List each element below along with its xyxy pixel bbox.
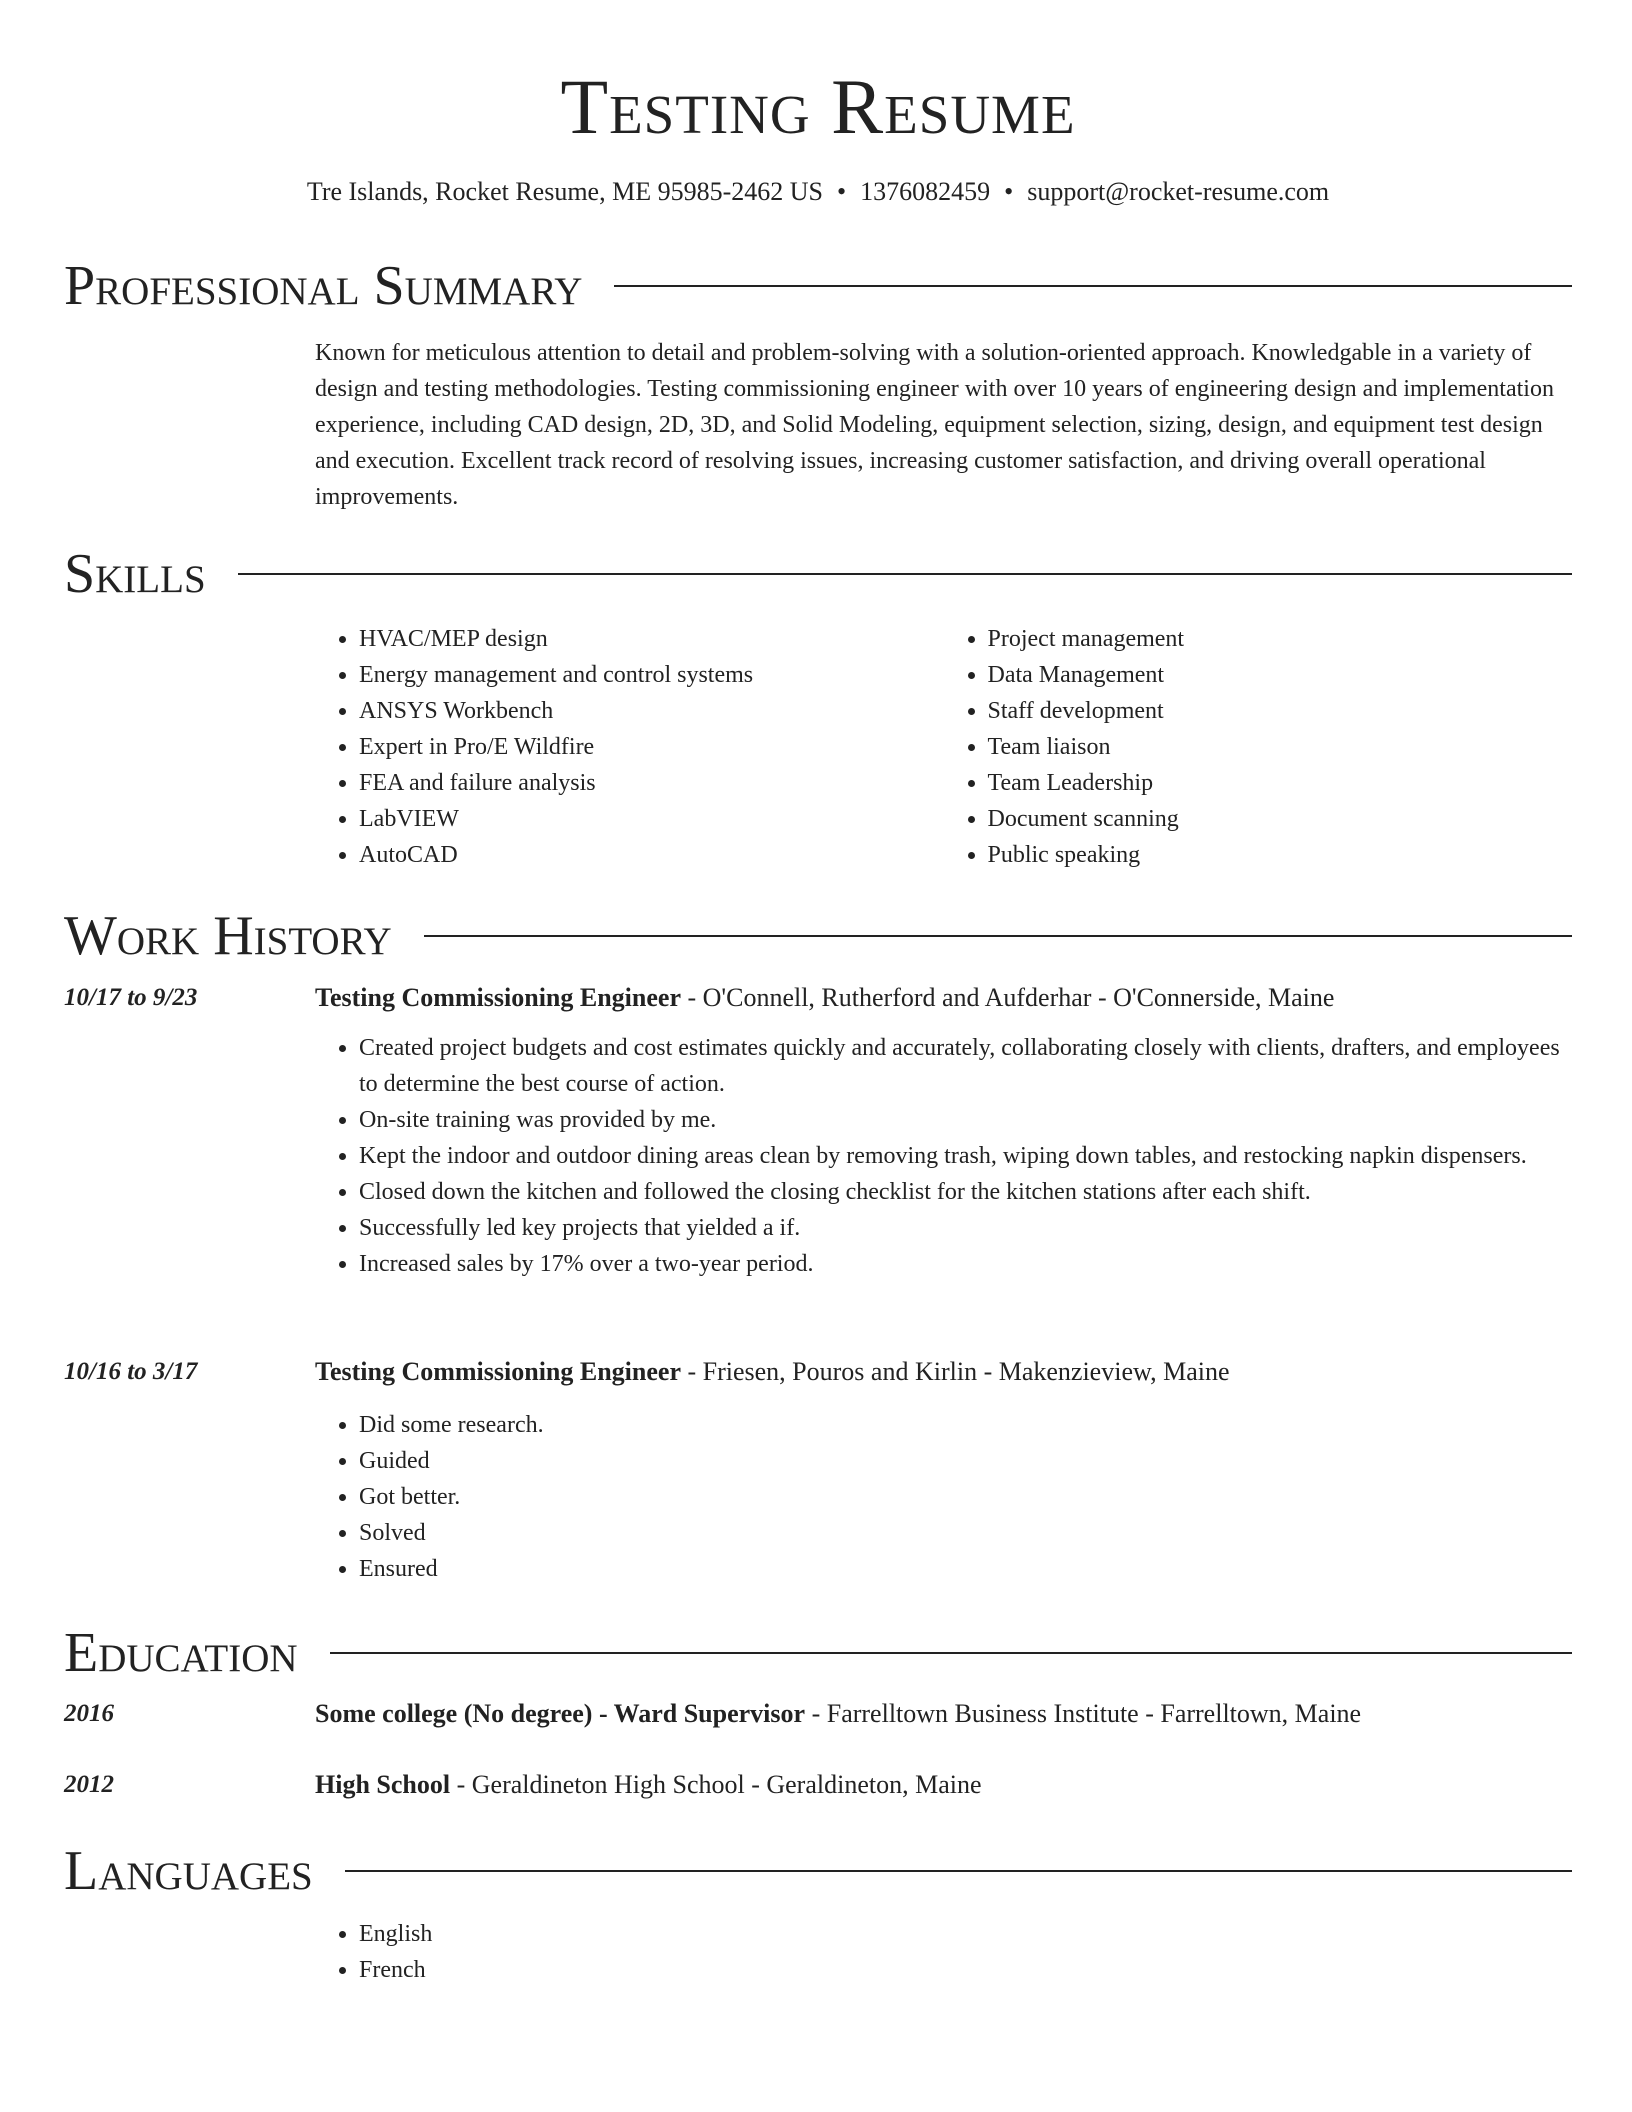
work-title: Testing Commissioning Engineer <box>315 983 681 1012</box>
education-title: Some college (No degree) - Ward Supervisor <box>315 1699 806 1728</box>
contact-line <box>64 176 1572 207</box>
section-divider <box>424 935 1572 937</box>
work-bullet: • On-site training was provided by me. <box>359 1102 1572 1138</box>
work-bullets <box>315 1030 1572 1282</box>
section-divider <box>330 1652 1572 1654</box>
education-entry <box>64 1696 1572 1732</box>
education-heading-row <box>64 1622 1572 1684</box>
work-bullet: • Kept the indoor and outdoor dining areas clean by removing trash, wiping down tables, and restocking napkin dispensers. <box>359 1138 1572 1174</box>
skills-heading-row <box>64 543 1572 605</box>
contact-separator: • <box>837 177 847 206</box>
work-bullet: • Created project budgets and cost estimates quickly and accurately, collaborating closely with clients, drafters, and employees to determine the best course of action. <box>359 1030 1572 1102</box>
resume-name: Testing Resume <box>560 63 1076 150</box>
work-details: - Friesen, Pouros and Kirlin - Makenzieview, Maine <box>680 1357 1230 1386</box>
work-bullet: • Solved <box>359 1515 1572 1551</box>
education-date: 2012 <box>64 1771 114 1798</box>
summary-heading: Professional Summary <box>64 255 583 317</box>
work-title-line <box>315 1354 1572 1390</box>
languages-list <box>315 1916 1572 1988</box>
work-entry <box>64 980 1572 1282</box>
work-heading: Work History <box>64 905 392 967</box>
languages-block <box>64 1916 1572 1988</box>
work-bullet: • Got better. <box>359 1479 1572 1515</box>
education-details: - Geraldineton High School - Geraldineton, Maine <box>450 1770 982 1799</box>
skill-item: • Project management <box>988 621 1573 657</box>
skill-item: • Team Leadership <box>988 765 1573 801</box>
work-bullet: • Increased sales by 17% over a two-year period. <box>359 1246 1572 1282</box>
summary-block <box>64 335 1572 515</box>
skills-list-left <box>315 621 944 873</box>
skill-item: • Expert in Pro/E Wildfire <box>359 729 944 765</box>
contact-email[interactable]: support@rocket-resume.com <box>1027 177 1330 206</box>
skill-item: • Document scanning <box>988 801 1573 837</box>
education-title: High School <box>315 1770 451 1799</box>
education-title-line <box>315 1696 1572 1732</box>
languages-heading-row <box>64 1840 1572 1902</box>
education-details: - Farrelltown Business Institute - Farrelltown, Maine <box>805 1699 1362 1728</box>
skill-item: • Staff development <box>988 693 1573 729</box>
skills-heading: Skills <box>64 543 206 605</box>
skills-list-right <box>944 621 1573 873</box>
contact-address: Tre Islands, Rocket Resume, ME 95985-2462 US <box>306 177 823 206</box>
work-bullet: • Closed down the kitchen and followed the closing checklist for the kitchen stations after each shift. <box>359 1174 1572 1210</box>
work-details: - O'Connell, Rutherford and Aufderhar - O'Connerside, Maine <box>680 983 1335 1012</box>
language-item: • French <box>359 1952 1572 1988</box>
contact-separator: • <box>1004 177 1014 206</box>
contact-phone: 1376082459 <box>860 177 991 206</box>
section-divider <box>614 285 1572 287</box>
skill-item: • Public speaking <box>988 837 1573 873</box>
skill-item: • Energy management and control systems <box>359 657 944 693</box>
education-date: 2016 <box>64 1700 114 1727</box>
education-entry <box>64 1767 1572 1803</box>
skill-item: • ANSYS Workbench <box>359 693 944 729</box>
work-bullets <box>315 1407 1572 1587</box>
work-date: 10/16 to 3/17 <box>64 1358 198 1385</box>
work-bullet: • Did some research. <box>359 1407 1572 1443</box>
work-bullet: • Guided <box>359 1443 1572 1479</box>
work-bullet: • Ensured <box>359 1551 1572 1587</box>
skills-block <box>64 621 1572 873</box>
education-title-line <box>315 1767 1572 1803</box>
skill-item: • Data Management <box>988 657 1573 693</box>
education-heading: Education <box>64 1622 298 1684</box>
languages-heading: Languages <box>64 1840 313 1902</box>
skill-item: • HVAC/MEP design <box>359 621 944 657</box>
resume-page <box>64 0 1572 1983</box>
work-title-line <box>315 980 1572 1016</box>
skill-item: • Team liaison <box>988 729 1573 765</box>
language-item: • English <box>359 1916 1572 1952</box>
summary-heading-row <box>64 255 1572 317</box>
skill-item: • FEA and failure analysis <box>359 765 944 801</box>
skill-item: • AutoCAD <box>359 837 944 873</box>
summary-text: Known for meticulous attention to detail and problem-solving with a solution-oriented approach. Knowledgable in a variety of design and testing methodologies. Testing commissioning engineer with over 10 years of engineering design and implementation experience, including CAD design, 2D, 3D, and Solid Modeling, equipment selection, sizing, design, and equipment test design and execution. Excellent track record of resolving issues, increasing customer satisfaction, and driving overall operational improvements. <box>315 340 1554 510</box>
work-heading-row <box>64 905 1572 967</box>
section-divider <box>238 573 1572 575</box>
section-divider <box>345 1870 1572 1872</box>
work-entry <box>64 1354 1572 1587</box>
work-bullet: • Successfully led key projects that yielded a if. <box>359 1210 1572 1246</box>
skill-item: • LabVIEW <box>359 801 944 837</box>
work-date: 10/17 to 9/23 <box>64 984 198 1011</box>
work-title: Testing Commissioning Engineer <box>315 1357 681 1386</box>
